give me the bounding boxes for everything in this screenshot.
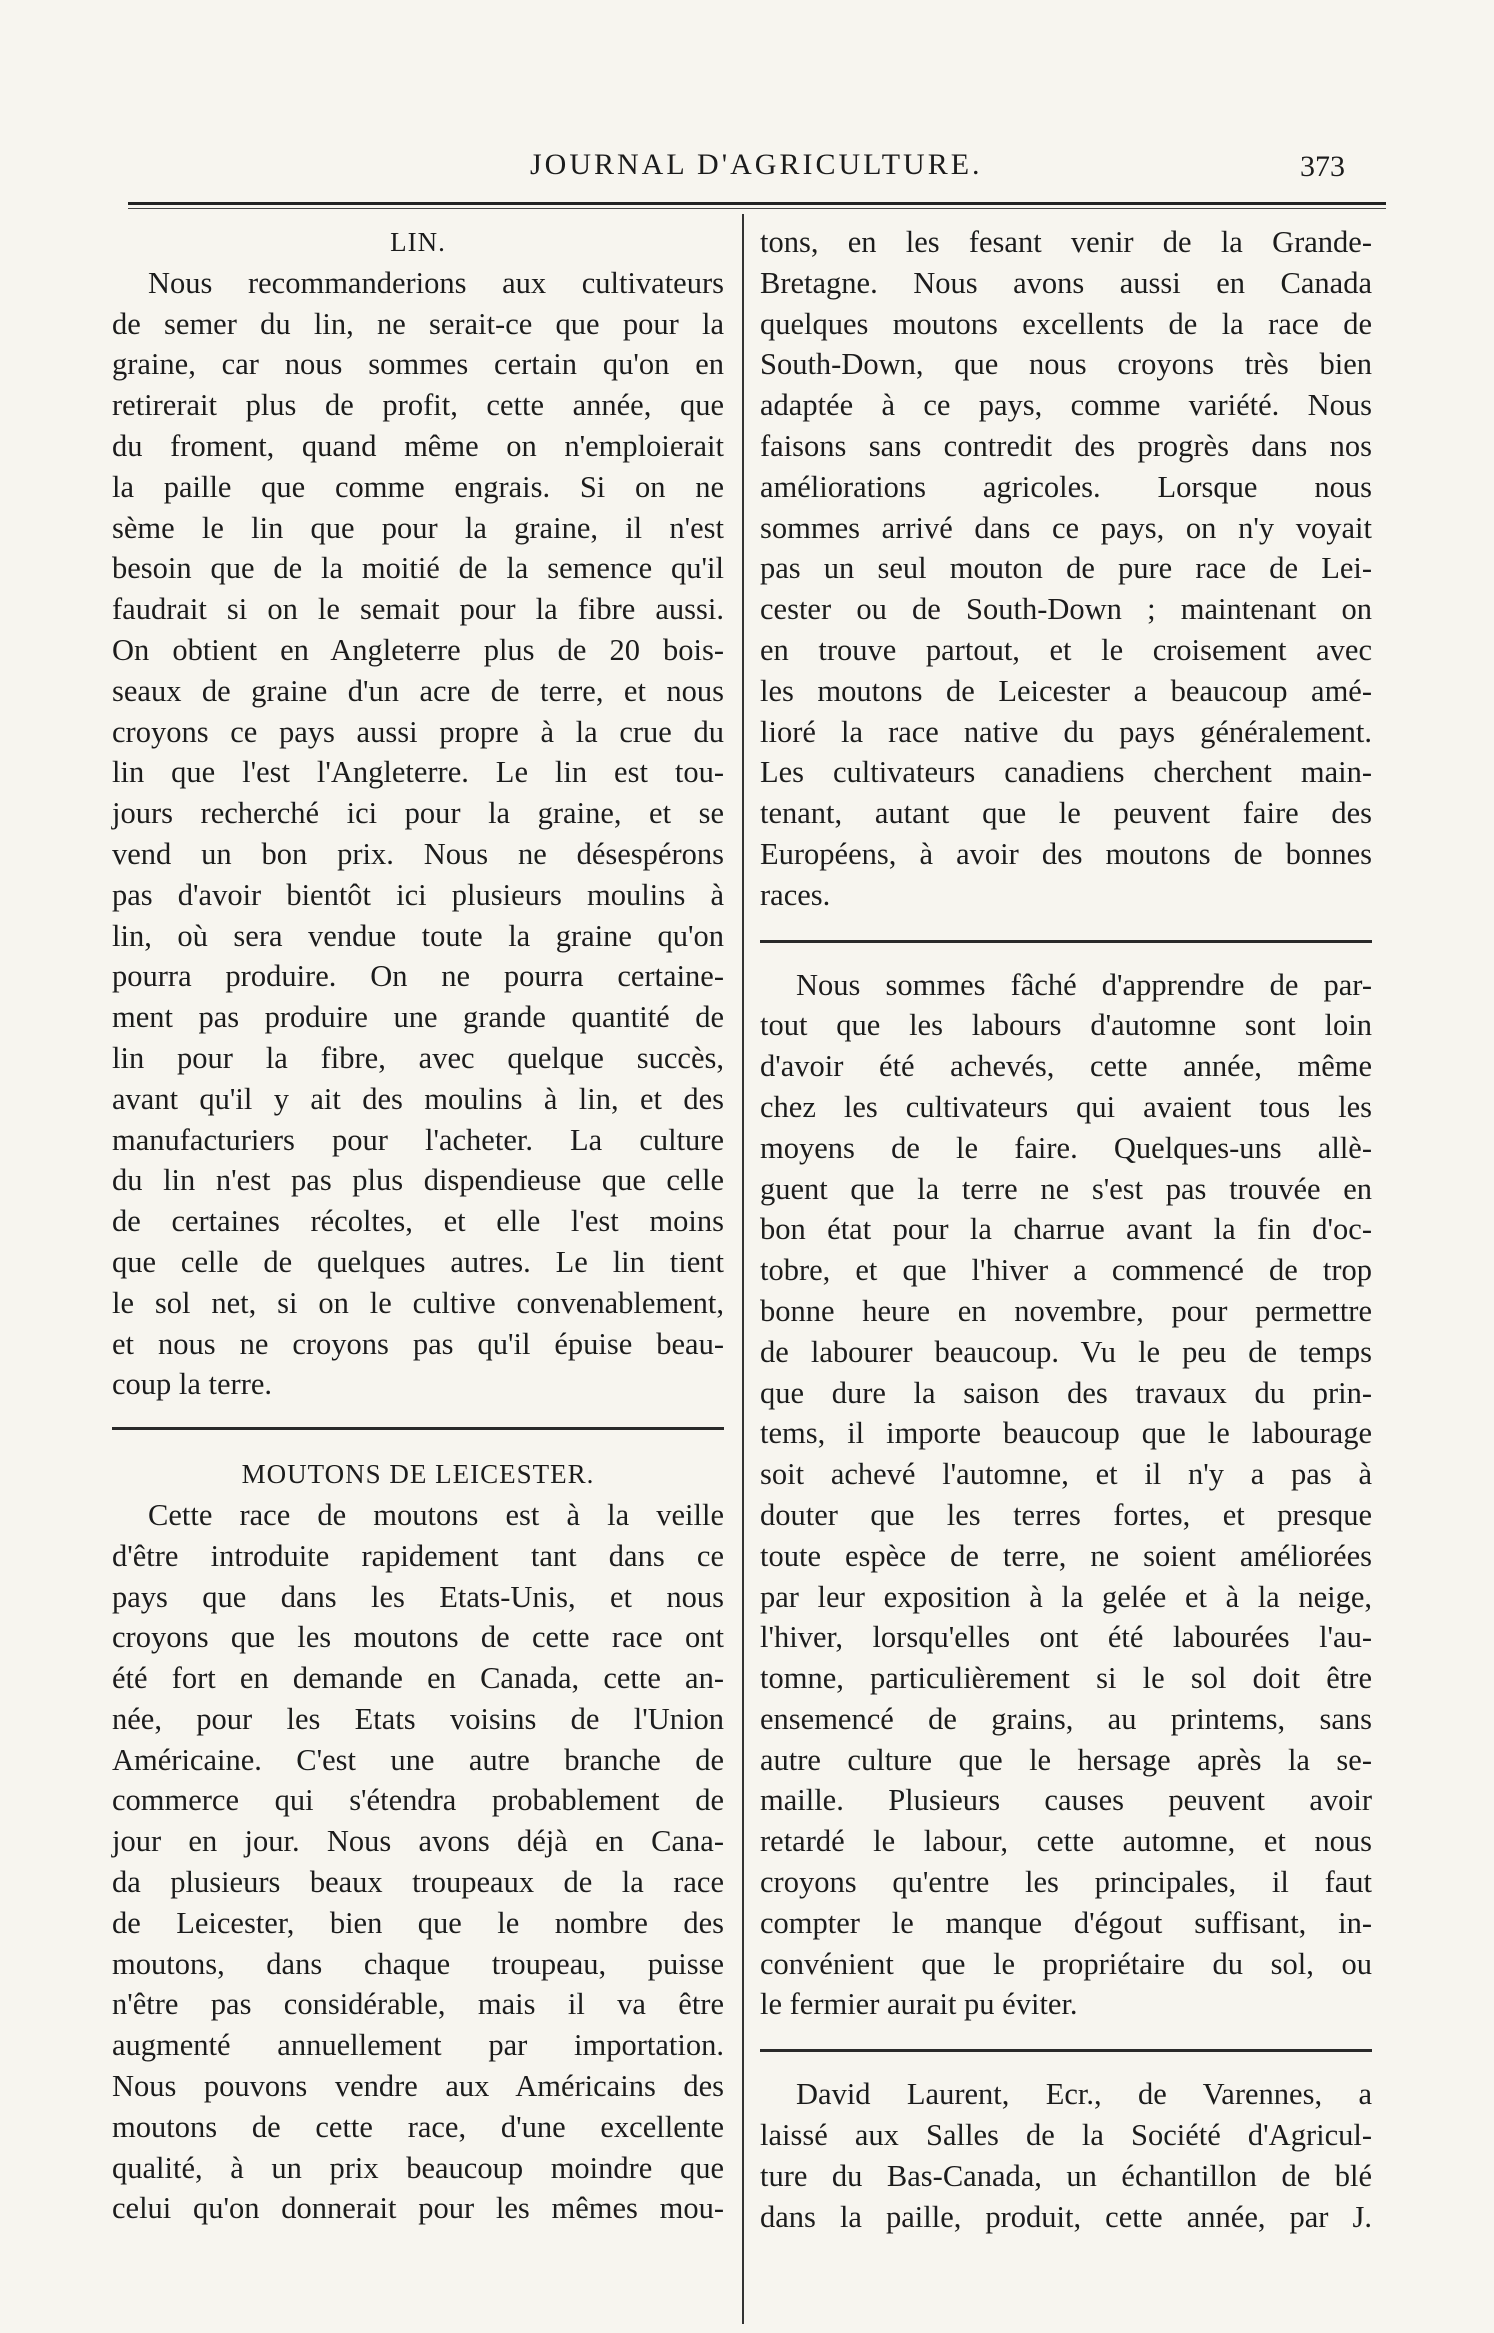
text-line: soit achevé l'automne, et il n'y a pas à [760,1457,1372,1492]
text-line: retardé le labour, cette automne, et nous [760,1824,1372,1859]
article-body-labours [760,965,1372,2026]
text-line: la paille que comme engrais. Si on ne [112,469,724,504]
text-line: que dure la saison des travaux du prin- [760,1375,1372,1410]
text-line: tons, en les fesant venir de la Grande- [760,225,1372,259]
text-line: douter que les terres fortes, et presque [760,1497,1372,1532]
text-line: de semer du lin, ne serait-ce que pour la [112,306,724,341]
text-line: l'hiver, lorsqu'elles ont été labourées l'au- [760,1620,1372,1655]
text-line: d'avoir été achevés, cette année, même [760,1049,1372,1084]
text-line: pourra produire. On ne pourra certaine- [112,959,724,994]
text-line: augmenté annuellement par importation. [112,2028,724,2063]
text-line: ment pas produire une grande quantité de [112,1000,724,1035]
text-line: compter le manque d'égout suffisant, in- [760,1905,1372,1940]
text-line: David Laurent, Ecr., de Varennes, a [796,2077,1372,2112]
text-line: croyons ce pays aussi propre à la crue du [112,714,724,749]
text-line: On obtient en Angleterre plus de 20 bois- [112,632,724,667]
text-line: lin pour la fibre, avec quelque succès, [112,1040,724,1075]
text-line: manufacturiers pour l'acheter. La culture [112,1122,724,1157]
text-line: Américaine. C'est une autre branche de [112,1742,724,1777]
text-line: chez les cultivateurs qui avaient tous les [760,1089,1372,1124]
text-line: commerce qui s'étendra probablement de [112,1783,724,1818]
article-body-laurent [760,2074,1372,2237]
text-line: lioré la race native du pays généralement. [760,714,1372,749]
article-body-lin [112,263,724,1405]
text-line: de labourer beaucoup. Vu le peu de temps [760,1334,1372,1369]
text-line: laissé aux Salles de la Société d'Agricul- [760,2118,1372,2153]
text-line: moutons, dans chaque troupeau, puisse [112,1946,724,1981]
text-line: de certaines récoltes, et elle l'est moins [112,1204,724,1239]
text-line: jours recherché ici pour la graine, et se [112,796,724,831]
text-line: faisons sans contredit des progrès dans nos [760,428,1372,463]
text-line: lin, où sera vendue toute la graine qu'on [112,918,724,953]
text-line: tems, il importe beaucoup que le labourage [760,1416,1372,1451]
text-line: tenant, autant que le peuvent faire des [760,796,1372,831]
text-line: faudrait si on le semait pour la fibre aussi. [112,592,724,627]
article-body-moutons-continued [760,222,1372,916]
article-body-moutons [112,1495,724,2229]
text-line: dans la paille, produit, cette année, par J. [760,2199,1372,2234]
text-line: par leur exposition à la gelée et à la neige, [760,1579,1372,1614]
text-line: adaptée à ce pays, comme variété. Nous [760,388,1372,423]
text-line: croyons qu'entre les principales, il faut [760,1865,1372,1900]
text-line: sème le lin que pour la graine, il n'est [112,510,724,545]
text-line: seaux de graine d'un acre de terre, et nous [112,673,724,708]
text-line: toute espèce de terre, ne soient améliorées [760,1538,1372,1573]
text-line: cester ou de South-Down ; maintenant on [760,592,1372,627]
text-line: maille. Plusieurs causes peuvent avoir [760,1783,1372,1818]
text-line: améliorations agricoles. Lorsque nous [760,469,1372,504]
text-line: Cette race de moutons est à la veille [148,1497,724,1532]
column-divider [742,214,744,2324]
text-line: besoin que de la moitié de la semence qu'il [112,551,724,586]
text-line: lin que l'est l'Angleterre. Le lin est tou- [112,755,724,790]
text-line: ture du Bas-Canada, un échantillon de blé [760,2158,1372,2193]
running-title: JOURNAL D'AGRICULTURE. [530,148,983,181]
text-line: née, pour les Etats voisins de l'Union [112,1701,724,1736]
text-line: de Leicester, bien que le nombre des [112,1905,724,1940]
text-line: tomne, particulièrement si le sol doit être [760,1661,1372,1696]
text-line: pays que dans les Etats-Unis, et nous [112,1579,724,1614]
text-line: pas d'avoir bientôt ici plusieurs moulins à [112,877,724,912]
text-line: tobre, et que l'hiver a commencé de trop [760,1253,1372,1288]
text-line: quelques moutons excellents de la race de [760,306,1372,341]
article-heading-moutons: MOUTONS DE LEICESTER. [241,1459,595,1490]
text-line: croyons que les moutons de cette race ont [112,1620,724,1655]
text-line: South-Down, que nous croyons très bien [760,347,1372,382]
text-line: ensemencé de grains, au printems, sans [760,1701,1372,1736]
section-rule [760,940,1372,943]
text-line: qualité, à un prix beaucoup moindre que [112,2150,724,2185]
text-line: retirerait plus de profit, cette année, que [112,388,724,423]
text-line: et nous ne croyons pas qu'il épuise beau- [112,1326,724,1361]
text-line: da plusieurs beaux troupeaux de la race [112,1865,724,1900]
text-line: le sol net, si on le cultive convenablement, [112,1285,724,1320]
page-number: 373 [1300,150,1345,183]
text-line: le fermier aurait pu éviter. [760,1987,1078,2022]
text-line: jour en jour. Nous avons déjà en Cana- [112,1824,724,1859]
text-line: moutons de cette race, d'une excellente [112,2109,724,2144]
text-line: moyens de le faire. Quelques-uns allè- [760,1130,1372,1165]
text-line: avant qu'il y ait des moulins à lin, et des [112,1081,724,1116]
section-rule [760,2049,1372,2052]
text-line: du lin n'est pas plus dispendieuse que celle [112,1163,724,1198]
text-line: Bretagne. Nous avons aussi en Canada [760,265,1372,300]
text-line: vend un bon prix. Nous ne désespérons [112,836,724,871]
text-line: Européens, à avoir des moutons de bonnes [760,836,1372,871]
text-line: Nous pouvons vendre aux Américains des [112,2069,724,2104]
text-line: tout que les labours d'automne sont loin [760,1008,1372,1043]
text-line: races. [760,877,831,912]
section-rule [112,1427,724,1430]
text-line: coup la terre. [112,1367,273,1402]
text-line: les moutons de Leicester a beaucoup amé- [760,673,1372,708]
left-column [112,222,724,2229]
header-rule [128,202,1386,209]
text-line: graine, car nous sommes certain qu'on en [112,347,724,382]
text-line: convénient que le propriétaire du sol, ou [760,1946,1372,1981]
text-line: que celle de quelques autres. Le lin tient [112,1244,724,1279]
text-line: du froment, quand même on n'emploierait [112,428,724,463]
text-line: autre culture que le hersage après la se- [760,1742,1372,1777]
text-line: Les cultivateurs canadiens cherchent main- [760,755,1372,790]
text-line: Nous sommes fâché d'apprendre de par- [796,967,1372,1002]
text-line: en trouve partout, et le croisement avec [760,632,1372,667]
text-line: pas un seul mouton de pure race de Lei- [760,551,1372,586]
text-line: sommes arrivé dans ce pays, on n'y voyait [760,510,1372,545]
text-line: Nous recommanderions aux cultivateurs [148,265,724,300]
text-line: n'être pas considérable, mais il va être [112,1987,724,2022]
text-line: été fort en demande en Canada, cette an- [112,1661,724,1696]
text-line: celui qu'on donnerait pour les mêmes mou- [112,2191,724,2226]
text-line: d'être introduite rapidement tant dans ce [112,1538,724,1573]
text-line: guent que la terre ne s'est pas trouvée en [760,1171,1372,1206]
article-heading-lin: LIN. [390,227,446,257]
page-header [120,148,1390,194]
right-column [760,222,1372,2237]
text-line: bonne heure en novembre, pour permettre [760,1293,1372,1328]
text-line: bon état pour la charrue avant la fin d'oc- [760,1212,1372,1247]
